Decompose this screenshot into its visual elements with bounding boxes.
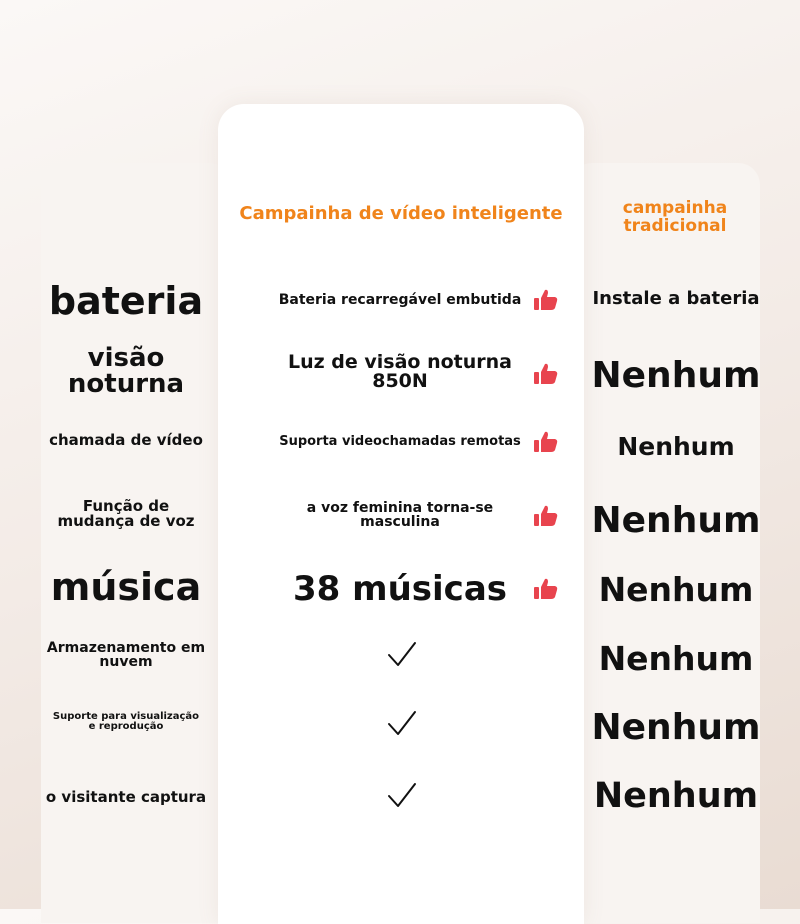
features-column-panel (41, 163, 231, 923)
traditional-value: Nenhum (617, 431, 735, 461)
smart-value: a voz feminina torna-se masculina (306, 500, 494, 530)
feature-label: chamada de vídeo (49, 430, 203, 449)
thumbs-up-icon (533, 288, 559, 312)
smart-doorbell-header: Campainha de vídeo inteligente (239, 203, 563, 224)
smart-value: 38 músicas (292, 569, 507, 609)
traditional-doorbell-header (590, 200, 760, 236)
feature-label: música (50, 565, 202, 609)
smart-value: Luz de visão noturna 850N (287, 351, 512, 392)
smart-value: Suporta videochamadas remotas (279, 433, 521, 449)
checkmark-icon (386, 709, 418, 739)
smart-value: Bateria recarregável embutida (278, 292, 522, 308)
feature-label: bateria (48, 279, 204, 323)
feature-label: visão noturna (67, 343, 185, 399)
traditional-value: Nenhum (598, 569, 754, 609)
traditional-value: Nenhum (591, 707, 761, 748)
traditional-header-line: tradicional (623, 215, 727, 236)
checkmark-icon (386, 781, 418, 811)
feature-label: Função de mudança de voz (57, 497, 195, 530)
feature-label: o visitante captura (45, 787, 207, 806)
traditional-value: Nenhum (591, 500, 761, 541)
thumbs-up-icon (533, 577, 559, 601)
traditional-value: Nenhum (591, 355, 761, 396)
checkmark-icon (386, 640, 418, 670)
traditional-header-line: campainha (622, 198, 728, 218)
traditional-value: Nenhum (593, 775, 759, 816)
traditional-value: Instale a bateria (592, 288, 760, 309)
feature-label: Suporte para visualização e reprodução (52, 711, 200, 732)
thumbs-up-icon (533, 504, 559, 528)
traditional-value: Nenhum (598, 638, 754, 678)
thumbs-up-icon (533, 362, 559, 386)
thumbs-up-icon (533, 430, 559, 454)
feature-label: Armazenamento em nuvem (46, 640, 206, 670)
